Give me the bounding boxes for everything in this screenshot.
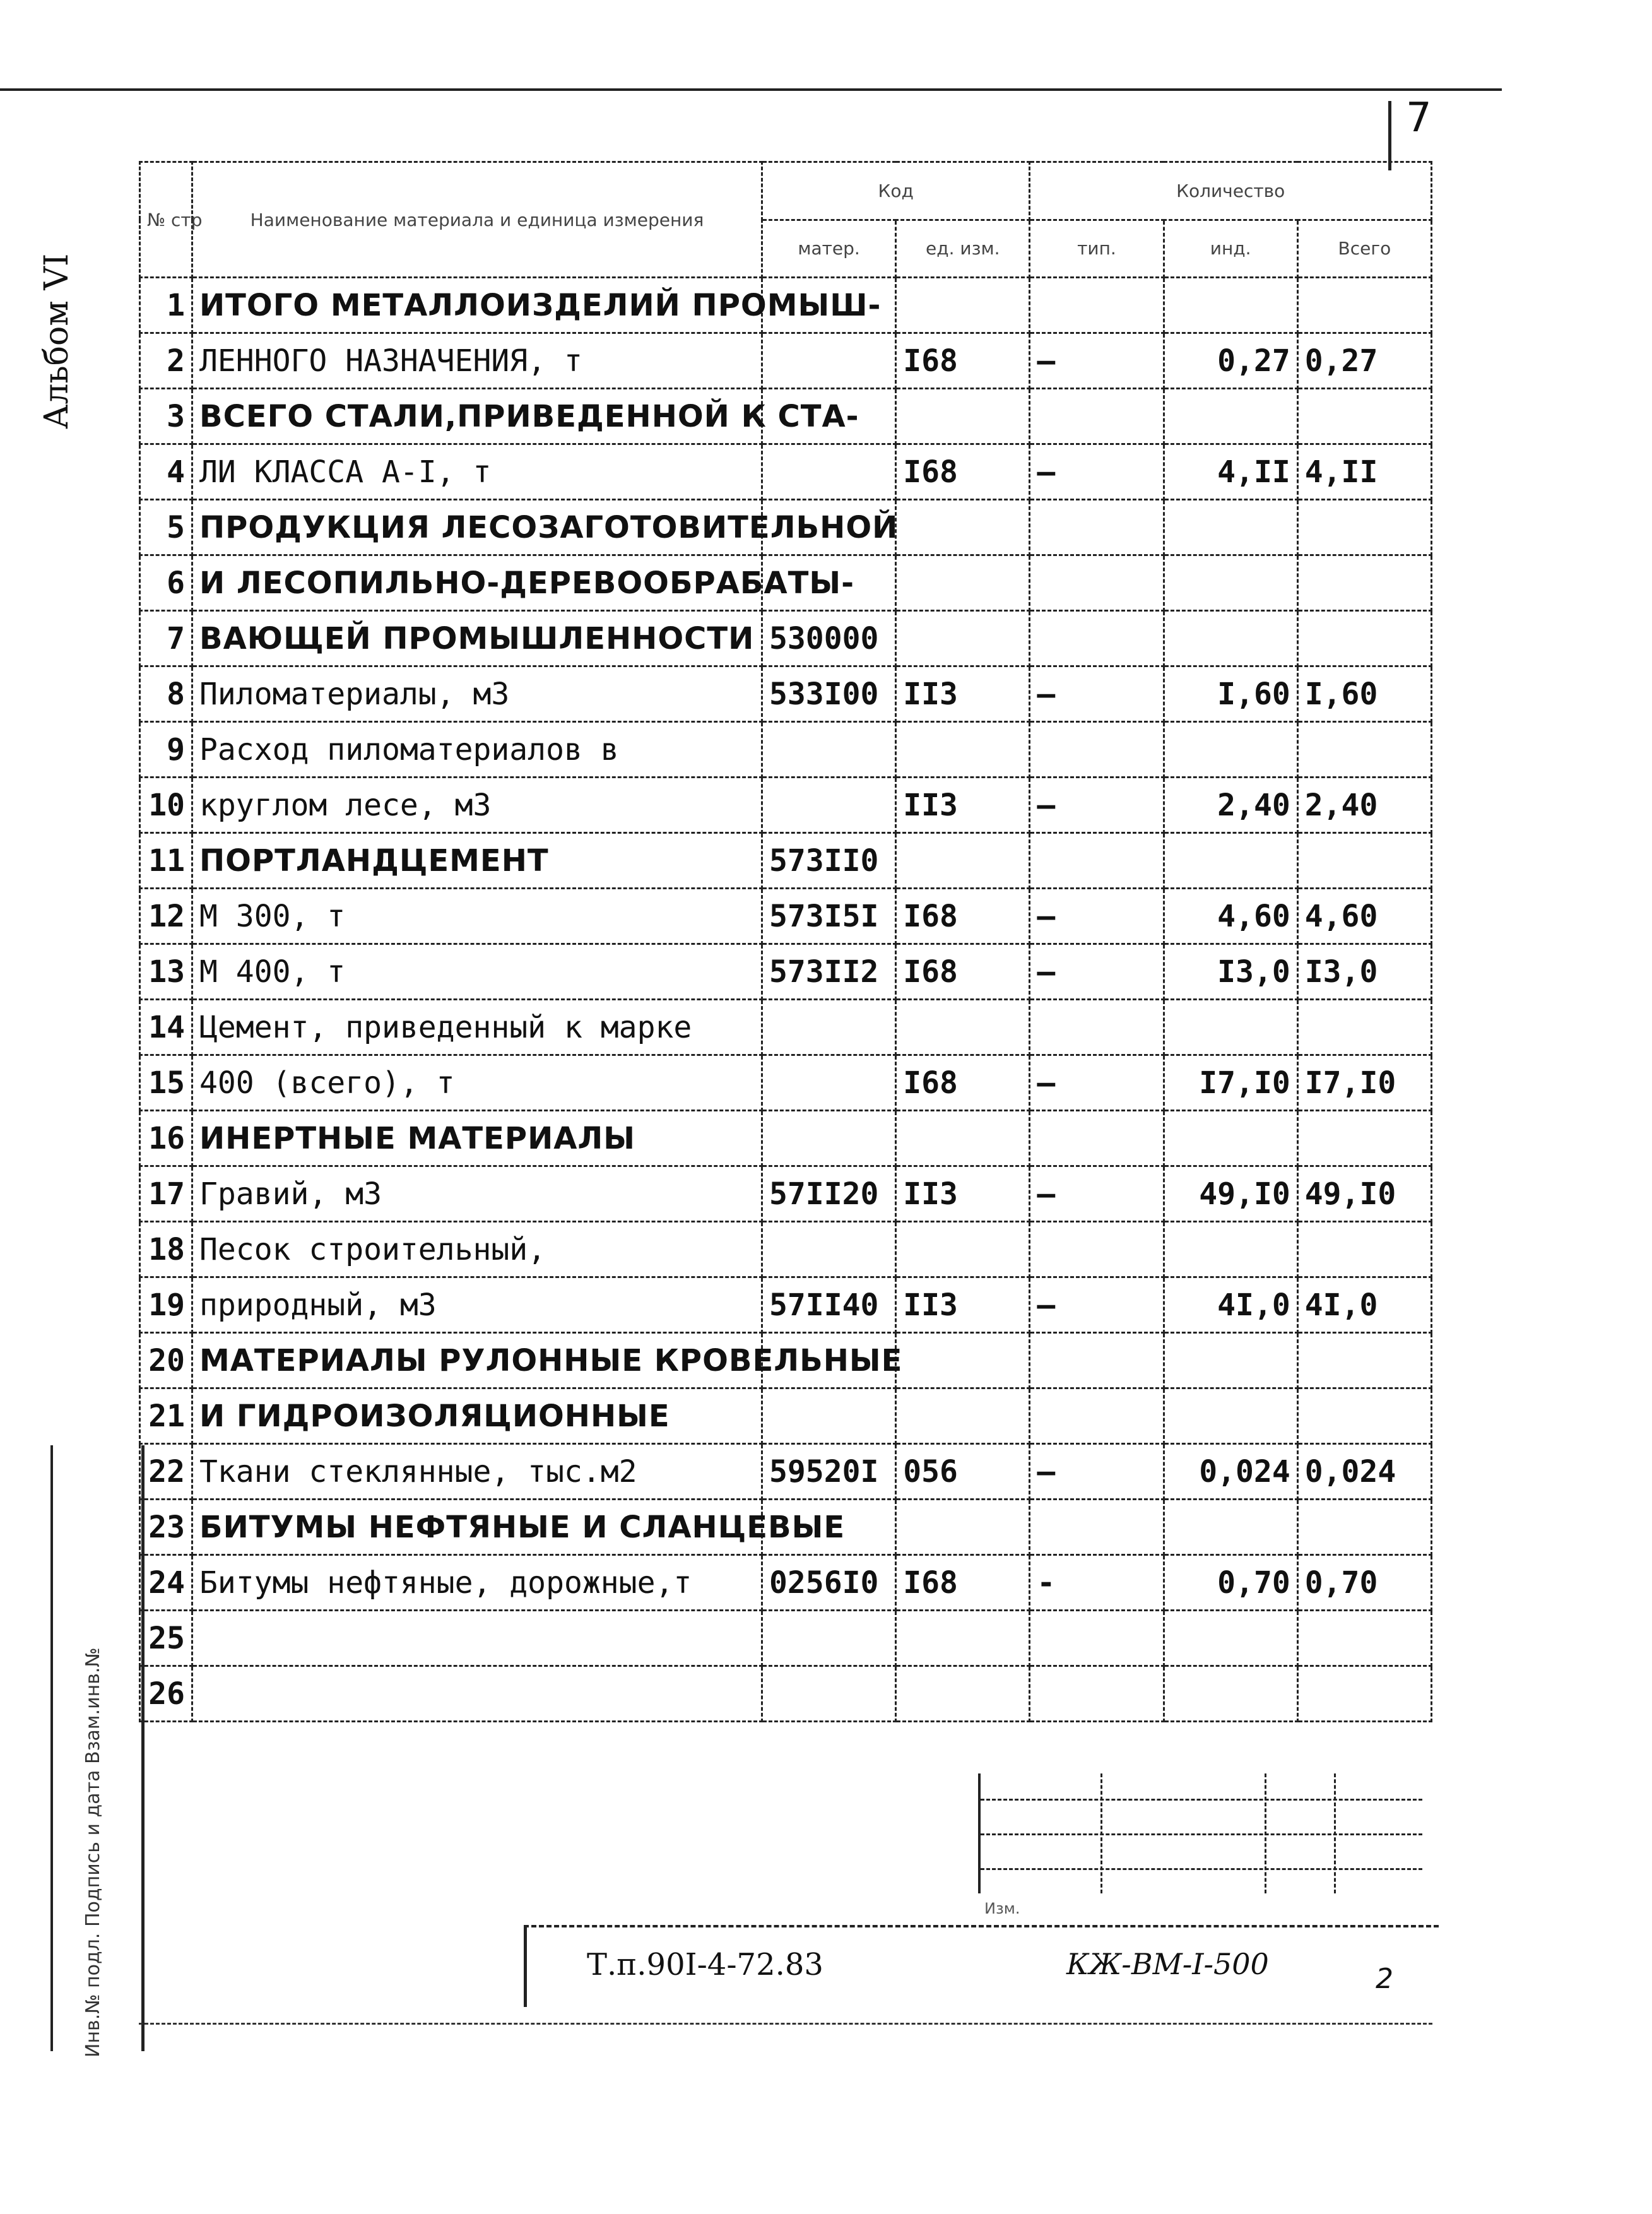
cell-all — [1297, 278, 1431, 333]
cell-tip: - — [1030, 1555, 1164, 1611]
table-row — [140, 1055, 1432, 1111]
cell-mat: 573II2 — [762, 944, 896, 1000]
table-row — [140, 1166, 1432, 1222]
cell-ind — [1164, 1222, 1297, 1277]
title-block-left-border — [524, 1925, 527, 2007]
cell-ind — [1164, 1666, 1297, 1722]
table-row — [140, 500, 1432, 555]
stamp-izm-label: Изм. — [984, 1900, 1020, 1917]
cell-name: Ткани стеклянные, тыс.м2 — [192, 1444, 762, 1500]
table-row — [140, 1277, 1432, 1333]
cell-mat: 530000 — [762, 611, 896, 666]
cell-ind — [1164, 1500, 1297, 1555]
cell-ed: II3 — [896, 1166, 1030, 1222]
title-block-rule — [524, 1925, 1439, 1927]
cell-all: I7,I0 — [1297, 1055, 1431, 1111]
table-row — [140, 778, 1432, 833]
cell-all — [1297, 1222, 1431, 1277]
cell-tip — [1030, 555, 1164, 611]
table-row — [140, 1555, 1432, 1611]
cell-ind — [1164, 278, 1297, 333]
cell-mat — [762, 444, 896, 500]
cell-tip — [1030, 1666, 1164, 1722]
sheet-number: 2 — [1376, 1963, 1393, 1995]
cell-tip — [1030, 1222, 1164, 1277]
cell-no: 13 — [140, 944, 192, 1000]
cell-no: 9 — [140, 722, 192, 778]
cell-tip: – — [1030, 944, 1164, 1000]
cell-ed — [896, 1388, 1030, 1444]
cell-name: Пиломатериалы, м3 — [192, 666, 762, 722]
cell-no: 17 — [140, 1166, 192, 1222]
cell-name: ЛЕННОГО НАЗНАЧЕНИЯ, т — [192, 333, 762, 389]
table-row — [140, 1111, 1432, 1166]
cell-ed — [896, 500, 1030, 555]
cell-name: Гравий, м3 — [192, 1166, 762, 1222]
cell-all — [1297, 611, 1431, 666]
header-unit-code: ед. изм. — [896, 220, 1030, 278]
cell-no: 15 — [140, 1055, 192, 1111]
cell-all: 0,70 — [1297, 1555, 1431, 1611]
cell-mat: 57II40 — [762, 1277, 896, 1333]
cell-mat — [762, 1611, 896, 1666]
header-typical: тип. — [1030, 220, 1164, 278]
cell-name: Песок строительный, — [192, 1222, 762, 1277]
cell-ed: II3 — [896, 778, 1030, 833]
cell-mat — [762, 1000, 896, 1055]
cell-ind — [1164, 833, 1297, 889]
header-code: Код — [762, 162, 1030, 220]
cell-ind — [1164, 1333, 1297, 1388]
cell-no: 11 — [140, 833, 192, 889]
cell-ind: 4,60 — [1164, 889, 1297, 944]
cell-no: 21 — [140, 1388, 192, 1444]
album-label: Альбом VI — [38, 253, 76, 429]
cell-name: ВАЮЩЕЙ ПРОМЫШЛЕННОСТИ — [192, 611, 762, 666]
cell-tip — [1030, 1111, 1164, 1166]
cell-no: 20 — [140, 1333, 192, 1388]
cell-mat — [762, 778, 896, 833]
cell-ind: 0,27 — [1164, 333, 1297, 389]
cell-no: 12 — [140, 889, 192, 944]
cell-ed: II3 — [896, 666, 1030, 722]
cell-no: 6 — [140, 555, 192, 611]
cell-name: круглом лесе, м3 — [192, 778, 762, 833]
header-name: Наименование материала и единица измерения — [192, 162, 762, 278]
header-total: Всего — [1297, 220, 1431, 278]
table-row — [140, 833, 1432, 889]
cell-name: ПОРТЛАНДЦЕМЕНТ — [192, 833, 762, 889]
side-stamp: Инв.№ подл. Подпись и дата Взам.инв.№ — [82, 1647, 104, 2057]
cell-all — [1297, 1666, 1431, 1722]
cell-ed: I68 — [896, 1555, 1030, 1611]
header-quantity: Количество — [1030, 162, 1432, 220]
cell-mat — [762, 333, 896, 389]
cell-name: ВСЕГО СТАЛИ,ПРИВЕДЕННОЙ К СТА- — [192, 389, 762, 444]
cell-mat: 59520I — [762, 1444, 896, 1500]
cell-name: Битумы нефтяные, дорожные,т — [192, 1555, 762, 1611]
cell-name: природный, м3 — [192, 1277, 762, 1333]
table-row — [140, 611, 1432, 666]
cell-all: 4I,0 — [1297, 1277, 1431, 1333]
cell-all — [1297, 722, 1431, 778]
cell-ed — [896, 1333, 1030, 1388]
cell-name: Расход пиломатериалов в — [192, 722, 762, 778]
table-row — [140, 278, 1432, 333]
cell-ind — [1164, 722, 1297, 778]
table-row — [140, 1500, 1432, 1555]
cell-all: I,60 — [1297, 666, 1431, 722]
cell-all: 0,27 — [1297, 333, 1431, 389]
cell-ed — [896, 722, 1030, 778]
cell-all — [1297, 1333, 1431, 1388]
header-row-number: № стр — [140, 162, 192, 278]
cell-ind: 4I,0 — [1164, 1277, 1297, 1333]
title-block-grid — [978, 1773, 1422, 1893]
table-row — [140, 1000, 1432, 1055]
cell-tip: – — [1030, 1166, 1164, 1222]
table-row — [140, 333, 1432, 389]
cell-tip: – — [1030, 1277, 1164, 1333]
cell-ed — [896, 1500, 1030, 1555]
cell-all: 2,40 — [1297, 778, 1431, 833]
cell-ind — [1164, 1611, 1297, 1666]
cell-ind — [1164, 1000, 1297, 1055]
cell-ed: I68 — [896, 944, 1030, 1000]
cell-tip — [1030, 722, 1164, 778]
cell-no: 26 — [140, 1666, 192, 1722]
cell-tip: – — [1030, 1055, 1164, 1111]
cell-tip: – — [1030, 778, 1164, 833]
cell-no: 25 — [140, 1611, 192, 1666]
cell-tip — [1030, 1611, 1164, 1666]
cell-all — [1297, 555, 1431, 611]
cell-ind: 2,40 — [1164, 778, 1297, 833]
cell-all — [1297, 833, 1431, 889]
cell-ed: 056 — [896, 1444, 1030, 1500]
cell-tip — [1030, 278, 1164, 333]
cell-name: Цемент, приведенный к марке — [192, 1000, 762, 1055]
header-material-code: матер. — [762, 220, 896, 278]
cell-ed — [896, 389, 1030, 444]
cell-all: 0,024 — [1297, 1444, 1431, 1500]
cell-no: 10 — [140, 778, 192, 833]
table-row — [140, 1611, 1432, 1666]
cell-all: 49,I0 — [1297, 1166, 1431, 1222]
cell-no: 3 — [140, 389, 192, 444]
cell-name: ИТОГО МЕТАЛЛОИЗДЕЛИЙ ПРОМЫШ- — [192, 278, 762, 333]
cell-name: 400 (всего), т — [192, 1055, 762, 1111]
cell-ed — [896, 1611, 1030, 1666]
cell-ind — [1164, 1111, 1297, 1166]
table-row — [140, 1222, 1432, 1277]
cell-name — [192, 1611, 762, 1666]
cell-no: 8 — [140, 666, 192, 722]
cell-no: 1 — [140, 278, 192, 333]
cell-tip — [1030, 500, 1164, 555]
cell-ind: 49,I0 — [1164, 1166, 1297, 1222]
cell-mat — [762, 1055, 896, 1111]
page-number-frame — [1388, 101, 1391, 170]
cell-all — [1297, 1500, 1431, 1555]
cell-ind: 4,II — [1164, 444, 1297, 500]
cell-ind: 0,70 — [1164, 1555, 1297, 1611]
cell-tip: – — [1030, 444, 1164, 500]
cell-tip: – — [1030, 889, 1164, 944]
top-rule — [0, 88, 1502, 91]
cell-all — [1297, 500, 1431, 555]
cell-mat: 57II20 — [762, 1166, 896, 1222]
table-row — [140, 944, 1432, 1000]
cell-no: 16 — [140, 1111, 192, 1166]
cell-name — [192, 1666, 762, 1722]
cell-name: И ЛЕСОПИЛЬНО-ДЕРЕВООБРАБАТЫ- — [192, 555, 762, 611]
cell-name: И ГИДРОИЗОЛЯЦИОННЫЕ — [192, 1388, 762, 1444]
cell-mat — [762, 1388, 896, 1444]
cell-tip: – — [1030, 1444, 1164, 1500]
cell-ed — [896, 278, 1030, 333]
cell-name: МАТЕРИАЛЫ РУЛОННЫЕ КРОВЕЛЬНЫЕ — [192, 1333, 762, 1388]
table-row — [140, 666, 1432, 722]
cell-ind: I7,I0 — [1164, 1055, 1297, 1111]
cell-all — [1297, 1000, 1431, 1055]
cell-ind: I,60 — [1164, 666, 1297, 722]
cell-all: 4,II — [1297, 444, 1431, 500]
cell-tip — [1030, 1388, 1164, 1444]
cell-name: ЛИ КЛАССА А-I, т — [192, 444, 762, 500]
cell-mat — [762, 1666, 896, 1722]
cell-all — [1297, 1388, 1431, 1444]
cell-ind: 0,024 — [1164, 1444, 1297, 1500]
cell-ed: I68 — [896, 444, 1030, 500]
cell-all — [1297, 1111, 1431, 1166]
cell-ed: I68 — [896, 333, 1030, 389]
cell-ed — [896, 1222, 1030, 1277]
cell-tip — [1030, 389, 1164, 444]
cell-all: I3,0 — [1297, 944, 1431, 1000]
cell-tip: – — [1030, 666, 1164, 722]
bottom-rule — [139, 2023, 1432, 2025]
cell-ind — [1164, 500, 1297, 555]
cell-no: 19 — [140, 1277, 192, 1333]
cell-ed: I68 — [896, 889, 1030, 944]
cell-ed — [896, 1000, 1030, 1055]
cell-no: 22 — [140, 1444, 192, 1500]
cell-ed — [896, 1111, 1030, 1166]
cell-name: М 400, т — [192, 944, 762, 1000]
cell-mat — [762, 722, 896, 778]
cell-no: 4 — [140, 444, 192, 500]
cell-no: 24 — [140, 1555, 192, 1611]
cell-mat: 573II0 — [762, 833, 896, 889]
cell-no: 14 — [140, 1000, 192, 1055]
cell-tip — [1030, 1500, 1164, 1555]
cell-ind: I3,0 — [1164, 944, 1297, 1000]
cell-name: БИТУМЫ НЕФТЯНЫЕ И СЛАНЦЕВЫЕ — [192, 1500, 762, 1555]
cell-no: 18 — [140, 1222, 192, 1277]
page-number: 7 — [1406, 95, 1432, 141]
table-row — [140, 444, 1432, 500]
cell-tip — [1030, 1333, 1164, 1388]
cell-mat — [762, 1222, 896, 1277]
cell-no: 2 — [140, 333, 192, 389]
table-body — [140, 278, 1432, 1722]
table-row — [140, 1444, 1432, 1500]
cell-no: 7 — [140, 611, 192, 666]
materials-table — [139, 161, 1432, 1722]
cell-ed — [896, 555, 1030, 611]
table-row — [140, 389, 1432, 444]
cell-all — [1297, 389, 1431, 444]
cell-ed — [896, 1666, 1030, 1722]
cell-tip — [1030, 1000, 1164, 1055]
header-individual: инд. — [1164, 220, 1297, 278]
cell-ind — [1164, 1388, 1297, 1444]
cell-ed: I68 — [896, 1055, 1030, 1111]
cell-no: 5 — [140, 500, 192, 555]
document-code: Т.п.90I-4-72.83 — [587, 1947, 823, 1982]
cell-ed — [896, 833, 1030, 889]
cell-tip — [1030, 833, 1164, 889]
cell-name: ИНЕРТНЫЕ МАТЕРИАЛЫ — [192, 1111, 762, 1166]
cell-no: 23 — [140, 1500, 192, 1555]
cell-ind — [1164, 389, 1297, 444]
cell-mat — [762, 1111, 896, 1166]
table-row — [140, 1666, 1432, 1722]
cell-all: 4,60 — [1297, 889, 1431, 944]
table-row — [140, 1388, 1432, 1444]
cell-tip — [1030, 611, 1164, 666]
cell-mat: 573I5I — [762, 889, 896, 944]
cell-ed: II3 — [896, 1277, 1030, 1333]
table-row — [140, 722, 1432, 778]
cell-mat: 0256I0 — [762, 1555, 896, 1611]
table-row — [140, 1333, 1432, 1388]
cell-all — [1297, 1611, 1431, 1666]
table-row — [140, 889, 1432, 944]
cell-name: М 300, т — [192, 889, 762, 944]
table-row — [140, 555, 1432, 611]
cell-ed — [896, 611, 1030, 666]
document-mark: КЖ-ВМ-I-500 — [1066, 1947, 1269, 1981]
cell-name: ПРОДУКЦИЯ ЛЕСОЗАГОТОВИТЕЛЬНОЙ — [192, 500, 762, 555]
cell-ind — [1164, 611, 1297, 666]
cell-ind — [1164, 555, 1297, 611]
cell-tip: – — [1030, 333, 1164, 389]
cell-mat: 533I00 — [762, 666, 896, 722]
